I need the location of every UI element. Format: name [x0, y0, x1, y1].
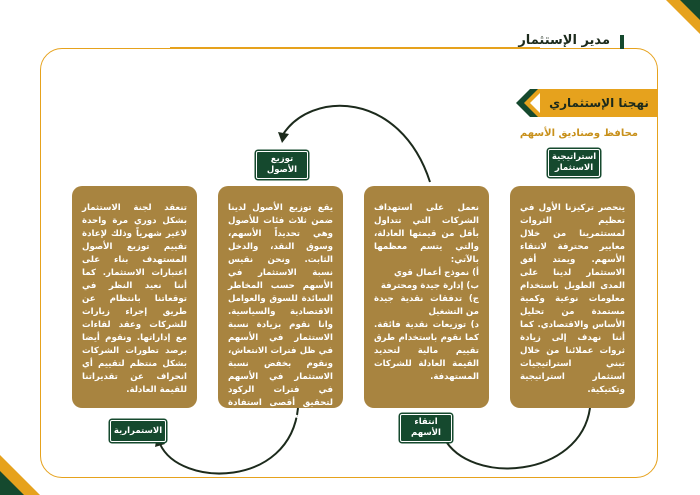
card-list-item: د) توزيعات نقدية فائقة. كما نقوم باستخدام طرق تقييم مالية لتحديد القيمة العادلة للشركات المستهدفة.: [374, 320, 479, 382]
card-stock-selection: [364, 186, 489, 408]
arc-arrow-bottom-right: [444, 408, 590, 468]
card-list-item: أ) نموذج أعمال قوي: [394, 268, 479, 278]
label-asset-allocation: توزيع الأصول: [256, 151, 308, 179]
card-continuity: [72, 186, 197, 408]
card-list-item: ج) تدفقات نقدية جيدة من التشغيل: [374, 294, 479, 317]
section-title: نهجنا الإستثماري: [540, 89, 658, 117]
card-text: يقع توزيع الأصول لدينا ضمن ثلاث فئات للأصول وهي تحديداً الأسهم، وسوق النقد، والدخل الثابت. ونحن نقيس نسبة الاستثمار في الأسهم حسب المخاطر السائدة للسوق والعوامل الاقتصادية والسياسية. وانا نقوم بزيادة نسبة الاستثمار في الأسهم في ظل فترات الانتعاش، ونقوم بخفض نسبة الاستثمار في الأسهم في فترات الركود لتحقيق أقصى استفادة ممكنة للعميل.: [228, 203, 333, 421]
card-text: ينحصر تركيزنا الأول في تعظيم الثروات لمستثمرينا من خلال معايير محترفة لانتقاء الأسهم. ويمتد أفق الاستثمار لدينا على المدى الطويل باستخدام معلومات نوعية وكمية مستمدة من تحليل الأساس والاقتصادي. كما أننا نهدف إلى زيادة ثروات عملائنا من خلال تبني استراتيجيات استثمار استراتيجية وتكتيكية.: [520, 203, 625, 395]
card-text: تنعقد لجنة الاستثمار بشكل دوري مرة واحدة لاغير شهرياً وذلك لإعادة تقييم توزيع الأصول المستهدف بناء على اعتبارات الاستثمار. كما أننا نعيد النظر في توقعاتنا بانتظام عن طريق إجراء زيارات للشركات وعقد لقاءات مع إداراتها. ونقوم أيضا برصد تطورات الشركات بشكل منتظم لتقييم أي انحراف عن تقديراتنا للقيمة العادلة.: [82, 203, 187, 395]
section-subtitle: محافظ وصناديق الأسهم: [519, 128, 638, 139]
label-investment-strategy: استراتيجية الاستثمار: [548, 149, 600, 177]
label-stock-selection: انتقاء الأسهم: [400, 414, 452, 442]
card-asset-allocation: [218, 186, 343, 421]
card-list-item: ب) إدارة جيدة ومحترفة: [380, 281, 479, 291]
card-intro: نعمل على استهداف الشركات التي تتداول بأقل من قيمتها العادلة، والتي يتسم معظمها بالآتي:: [374, 203, 479, 265]
label-continuity: الاستمرارية: [110, 420, 166, 442]
arrowhead-top: [278, 132, 289, 143]
page-title: مدير الإستثمار: [518, 33, 610, 48]
card-investment-strategy: [510, 186, 635, 408]
